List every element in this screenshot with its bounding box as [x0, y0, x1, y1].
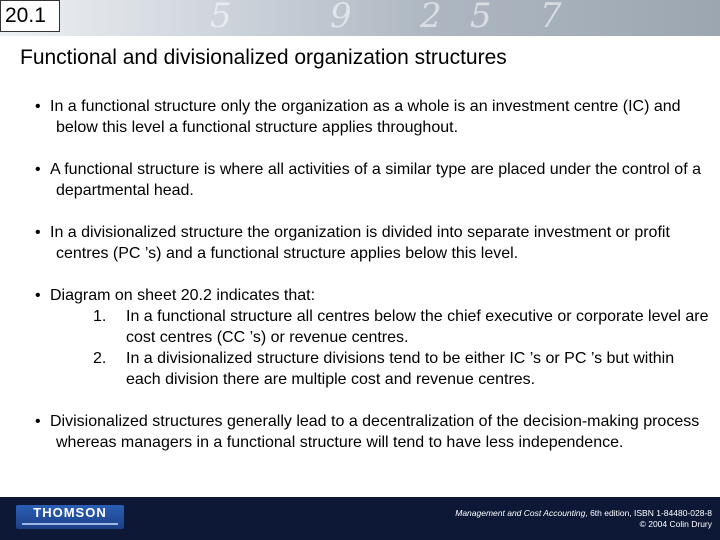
bullet-4 — [20, 285, 710, 390]
content — [20, 96, 710, 474]
bullet-text: Divisionalized structures generally lead to a decentralization of the decision-making process whereas managers in a functional structure will tend to have less independence. — [50, 413, 700, 451]
bullet-marker: • — [35, 161, 41, 178]
list-number: 2. — [93, 350, 107, 367]
bullet-marker: • — [35, 224, 41, 241]
bullet-5 — [20, 411, 710, 453]
header-band: 5 9 2 5 7 — [0, 0, 720, 36]
bullet-marker: • — [35, 98, 41, 115]
logo-text: THOMSON — [33, 505, 107, 520]
list-number: 1. — [93, 308, 107, 325]
book-line — [455, 508, 712, 519]
bullet-text: A functional structure is where all activities of a similar type are placed under the control of a departmental head. — [50, 161, 701, 199]
bullet-2 — [20, 159, 710, 201]
bullet-text: In a divisionalized structure the organization is divided into separate investment or profit centres (PC ’s) and a functional structure applies below this level. — [50, 224, 670, 262]
list-item-2 — [56, 348, 710, 390]
numbered-list — [56, 306, 710, 390]
bullet-text: Diagram on sheet 20.2 indicates that: — [50, 287, 316, 304]
publisher-logo — [16, 505, 124, 529]
footer-credits — [455, 508, 712, 530]
slide-number: 20.1 — [0, 0, 60, 32]
bullet-text: In a functional structure only the organization as a whole is an investment centre (IC) and below this level a functional structure applies throughout. — [50, 98, 681, 136]
footer-bar — [0, 497, 720, 540]
list-item-text: In a divisionalized structure divisions tend to be either IC ’s or PC ’s but within each division there are multiple cost and revenue centres. — [126, 350, 675, 388]
list-item-text: In a functional structure all centres below the chief executive or corporate level are cost centres (CC ’s) or revenue centres. — [126, 308, 709, 346]
logo-underline — [22, 523, 118, 525]
book-edition: , 6th edition, ISBN 1-84480-028-8 — [585, 508, 712, 518]
list-item-1 — [56, 306, 710, 348]
slide-title: Functional and divisionalized organization structures — [20, 46, 507, 69]
bullet-1 — [20, 96, 710, 138]
copyright: © 2004 Colin Drury — [639, 519, 712, 529]
bullet-marker: • — [35, 413, 41, 430]
book-title: Management and Cost Accounting — [455, 508, 586, 518]
bullet-marker: • — [35, 287, 41, 304]
bullet-3 — [20, 222, 710, 264]
